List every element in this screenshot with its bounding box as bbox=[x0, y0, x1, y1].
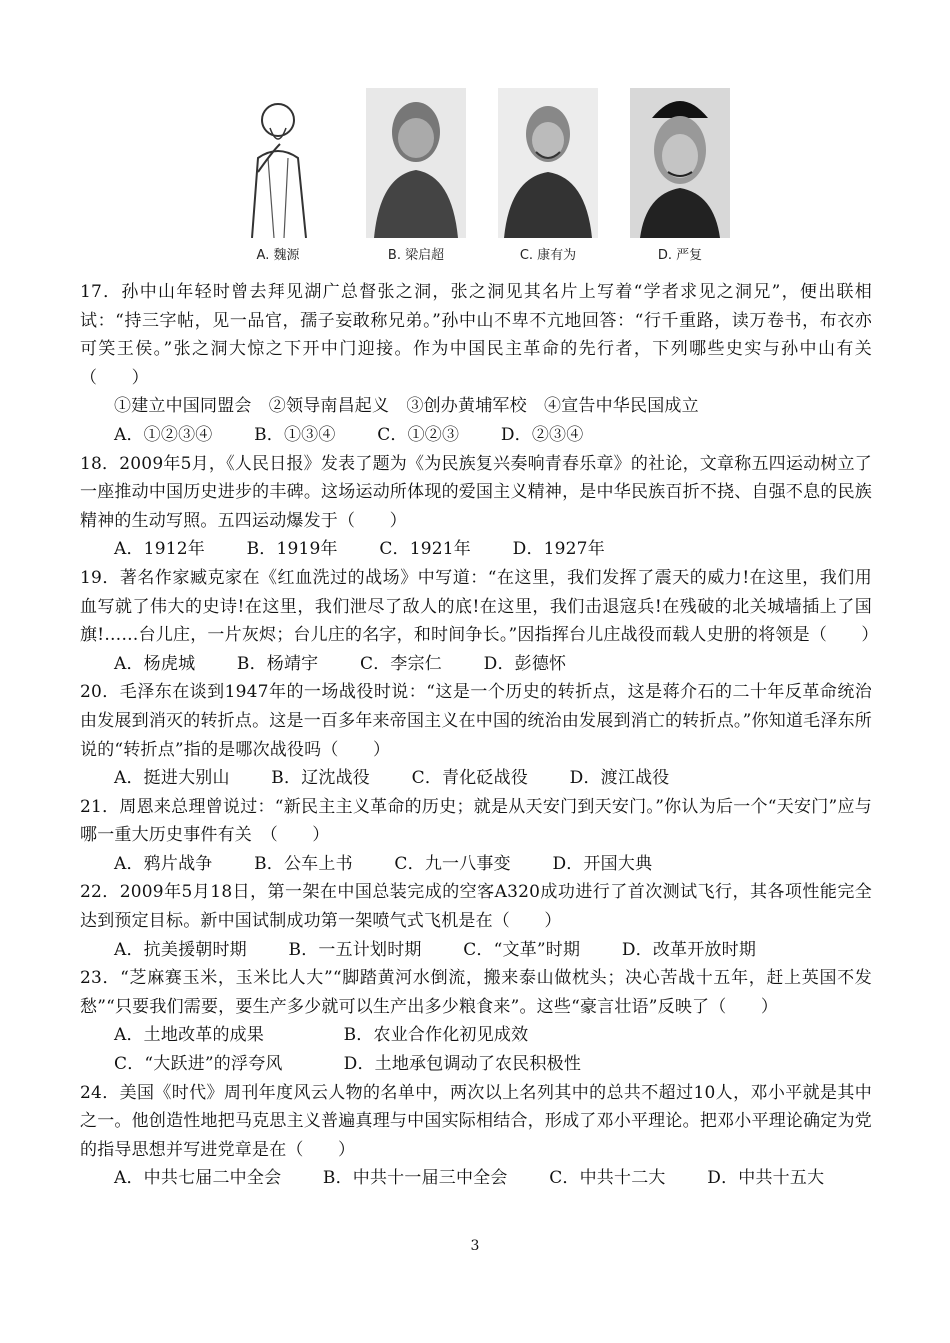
option[interactable]: B．①③④ bbox=[254, 424, 336, 445]
option[interactable]: B．中共十一届三中全会 bbox=[322, 1168, 508, 1189]
option[interactable]: A．1912年 bbox=[114, 539, 205, 560]
portrait-liang-qichao-icon bbox=[366, 88, 466, 238]
option[interactable]: D．渡江战役 bbox=[569, 768, 670, 789]
option[interactable]: A．中共七届二中全会 bbox=[114, 1168, 282, 1189]
options-row bbox=[80, 1021, 872, 1050]
option[interactable]: A．杨虎城 bbox=[114, 653, 196, 674]
options-row bbox=[80, 535, 872, 564]
option[interactable]: D．②③④ bbox=[500, 424, 584, 445]
question-text: 24．美国《时代》周刊年度风云人物的名单中，两次以上名列其中的总共不超过10人，邓小平就是其中之一。他创造性地把马克思主义普遍真理与中国实际相结合，形成了邓小平理论。把邓小平理论确定为党的指导思想并写进党章是在（ ） bbox=[80, 1082, 872, 1160]
option[interactable]: A．土地改革的成果 bbox=[114, 1025, 265, 1046]
option[interactable]: C．“大跃进”的浮夸风 bbox=[114, 1054, 283, 1075]
options-row bbox=[80, 764, 872, 793]
option[interactable]: B．一五计划时期 bbox=[288, 939, 422, 960]
option[interactable]: D．1927年 bbox=[512, 539, 605, 560]
options-row bbox=[80, 421, 872, 450]
option[interactable]: D．开国大典 bbox=[552, 853, 653, 874]
option[interactable]: C．①②③ bbox=[377, 424, 460, 445]
portrait-caption: C. 康有为 bbox=[519, 248, 577, 263]
portrait-wei-yuan-icon bbox=[228, 88, 328, 238]
portrait-caption: D. 严复 bbox=[657, 248, 703, 263]
option[interactable]: A．抗美援朝时期 bbox=[114, 939, 247, 960]
options-row bbox=[80, 936, 872, 965]
option[interactable]: B．1919年 bbox=[246, 539, 338, 560]
question-text: 21．周恩来总理曾说过：“新民主主义革命的历史；就是从天安门到天安门。”你认为后一个“天安门”应与哪一重大历史事件有关 （ ） bbox=[80, 796, 872, 846]
option[interactable]: C．“文革”时期 bbox=[463, 939, 581, 960]
options-row bbox=[80, 650, 872, 679]
portrait-kang-youwei-icon bbox=[498, 88, 598, 238]
option[interactable]: A．鸦片战争 bbox=[114, 853, 213, 874]
portrait-figure bbox=[228, 88, 728, 266]
portrait-yan-fu-icon bbox=[630, 88, 730, 238]
option[interactable]: C．九一八事变 bbox=[394, 853, 511, 874]
portrait-caption: A. 魏源 bbox=[256, 248, 300, 263]
question-statement: ①建立中国同盟会 ②领导南昌起义 ③创办黄埔军校 ④宣告中华民国成立 bbox=[114, 396, 699, 417]
question-text: 23．“芝麻赛玉米，玉米比人大”“脚踏黄河水倒流，搬来泰山做枕头；决心苦战十五年，赶上英国不发愁”“只要我们需要，要生产多少就可以生产出多少粮食来”。这些“豪言壮语”反映了（ ） bbox=[80, 968, 872, 1017]
option[interactable]: C．李宗仁 bbox=[360, 653, 443, 674]
question-text: 19．著名作家臧克家在《红血洗过的战场》中写道：“在这里，我们发挥了震天的威力!在这里，我们用血写就了伟大的史诗!在这里，我们泄尽了敌人的底!在这里，我们击退寇兵!在残破的北关城墙插上了国旗!……台儿庄，一片灰烬；台儿庄的名字，和时间争长。”因指挥台儿庄战役而载人史册的将领是（ ） bbox=[80, 567, 879, 646]
option[interactable]: D．改革开放时期 bbox=[621, 939, 757, 960]
option[interactable]: B．农业合作化初见成效 bbox=[343, 1025, 529, 1046]
option[interactable]: B．公车上书 bbox=[254, 853, 353, 874]
option[interactable]: D．中共十五大 bbox=[707, 1168, 825, 1189]
options-row bbox=[80, 1164, 872, 1193]
option[interactable]: D．土地承包调动了农民积极性 bbox=[343, 1054, 582, 1075]
option[interactable]: A．挺进大别山 bbox=[114, 768, 230, 789]
question-text: 18．2009年5月，《人民日报》发表了题为《为民族复兴奏响青春乐章》的社论，文章称五四运动树立了一座推动中国历史进步的丰碑。这场运动所体现的爱国主义精神，是中华民族百折不挠、自强不息的民族精神的生动写照。五四运动爆发于（ ） bbox=[80, 453, 872, 531]
question-text: 20．毛泽东在谈到1947年的一场战役时说：“这是一个历史的转折点，这是蒋介石的二十年反革命统治由发展到消灭的转折点。这是一百多年来帝国主义在中国的统治由发展到消亡的转折点。”你知道毛泽东所说的“转折点”指的是哪次战役吗（ ） bbox=[80, 682, 872, 760]
page-number: 3 bbox=[470, 1238, 480, 1254]
option[interactable]: D．彭德怀 bbox=[483, 653, 567, 674]
option[interactable]: C．1921年 bbox=[379, 539, 471, 560]
option[interactable]: C．中共十二大 bbox=[549, 1168, 666, 1189]
option[interactable]: B．辽沈战役 bbox=[271, 768, 370, 789]
question-text: 22．2009年5月18日，第一架在中国总装完成的空客A320成功进行了首次测试飞行，其各项性能完全达到预定目标。新中国试制成功第一架喷气式飞机是在（ ） bbox=[80, 882, 872, 932]
option[interactable]: A．①②③④ bbox=[114, 424, 213, 445]
option[interactable]: C．青化砭战役 bbox=[411, 768, 529, 789]
question-list bbox=[80, 278, 879, 1193]
option[interactable]: B．杨靖宇 bbox=[236, 653, 319, 674]
question-text: 17．孙中山年轻时曾去拜见湖广总督张之洞，张之洞见其名片上写着“学者求见之洞兄”，便出联相试：“持三字帖，见一品官，孺子妄敢称兄弟。”孙中山不卑不亢地回答：“行千重路，读万卷书，布衣亦可笑王侯。”张之洞大惊之下开中门迎接。作为中国民主革命的先行者，下列哪些史实与孙中山有关（ ） bbox=[80, 282, 872, 388]
options-row bbox=[80, 850, 872, 879]
portrait-caption: B. 梁启超 bbox=[387, 248, 445, 263]
options-row bbox=[80, 1050, 872, 1079]
